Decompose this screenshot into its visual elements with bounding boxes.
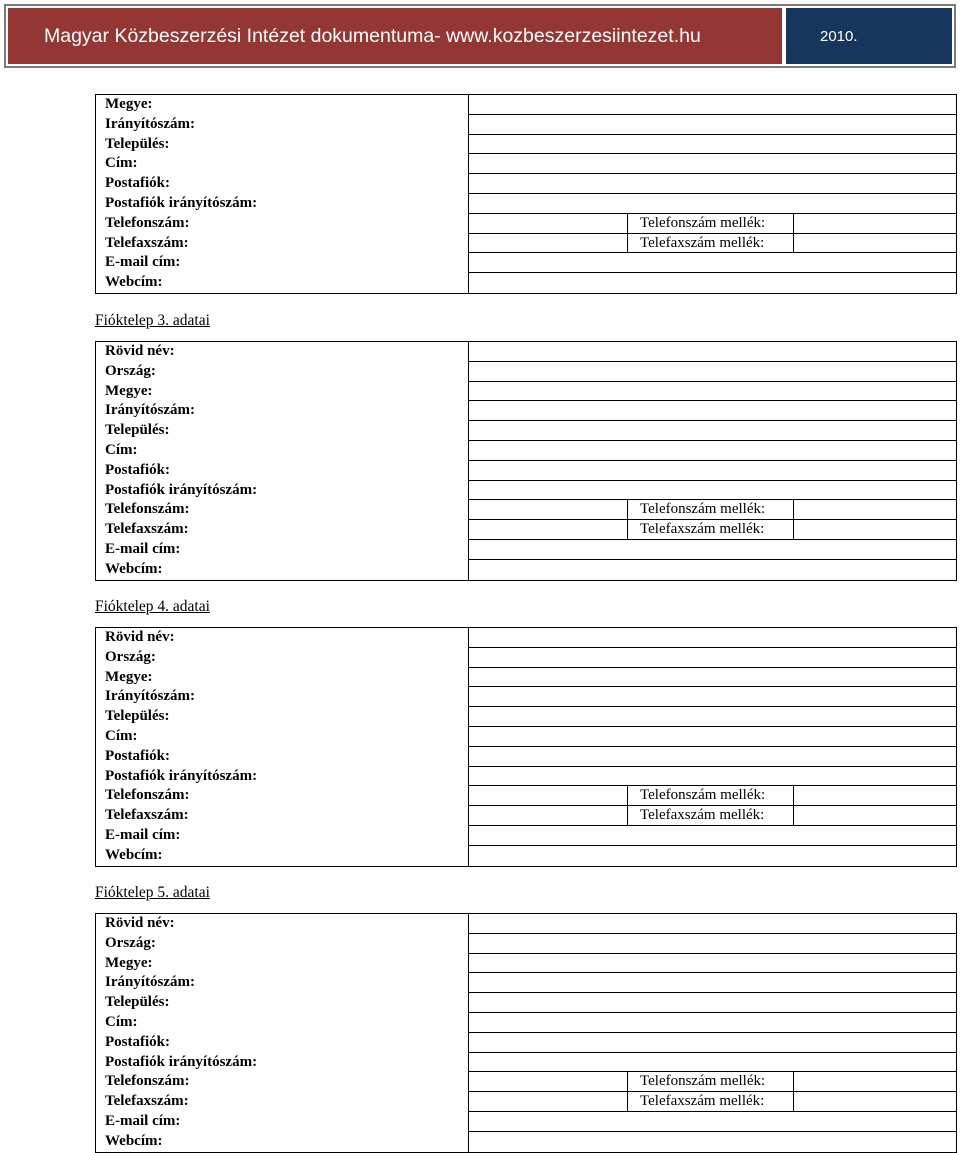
field-label: Postafiók:: [105, 747, 170, 764]
field-label: Megye:: [105, 668, 153, 685]
form-row: [95, 421, 957, 441]
form-row: [95, 806, 957, 826]
field-label: Megye:: [105, 382, 153, 399]
form-row: [95, 1013, 957, 1033]
field-value-cell[interactable]: [468, 826, 956, 846]
field-label: Rövid név:: [105, 629, 175, 645]
extension-value-cell[interactable]: [793, 806, 956, 826]
field-label: Telefaxszám:: [105, 807, 189, 824]
form-row: [95, 1132, 957, 1153]
section-title: Fióktelep 3. adatai: [95, 312, 210, 329]
form-row: [95, 954, 957, 974]
field-label: Cím:: [105, 155, 138, 172]
field-label: Webcím:: [105, 274, 163, 291]
field-label: Webcím:: [105, 846, 163, 863]
field-label: Postafiók irányítószám:: [105, 481, 258, 498]
field-value-cell[interactable]: [468, 1013, 956, 1033]
extension-value-cell[interactable]: [793, 1072, 956, 1092]
field-label: E-mail cím:: [105, 1112, 181, 1129]
form-row: [95, 362, 957, 382]
form-row: [95, 540, 957, 560]
field-label: E-mail cím:: [105, 540, 181, 557]
extension-label: Telefaxszám mellék:: [627, 520, 793, 540]
field-value-cell[interactable]: [468, 441, 956, 461]
field-label: Megye:: [105, 954, 153, 971]
form-row: [95, 913, 957, 934]
field-value-cell[interactable]: [468, 993, 956, 1013]
field-label: Postafiók irányítószám:: [105, 1053, 258, 1070]
form-row: [95, 1092, 957, 1112]
form-row: [95, 194, 957, 214]
form-row: [95, 234, 957, 254]
extension-label: Telefonszám mellék:: [627, 214, 793, 234]
field-label: Cím:: [105, 441, 138, 458]
branch-table: [95, 913, 957, 1153]
form-row: [95, 461, 957, 481]
field-value-cell[interactable]: [468, 135, 956, 155]
extension-label: Telefaxszám mellék:: [627, 806, 793, 826]
form-row: [95, 520, 957, 540]
field-value-cell[interactable]: [468, 194, 956, 214]
extension-value-cell[interactable]: [793, 214, 956, 234]
form-row: [95, 727, 957, 747]
field-label: Postafiók:: [105, 1033, 170, 1050]
branch-table: [95, 627, 957, 867]
field-value-cell[interactable]: [468, 846, 956, 866]
field-label: Megye:: [105, 96, 153, 112]
form-row: [95, 441, 957, 461]
field-label: Rövid név:: [105, 915, 175, 931]
extension-label: Telefonszám mellék:: [627, 1072, 793, 1092]
section-title: Fióktelep 5. adatai: [95, 884, 210, 901]
form-row: [95, 826, 957, 846]
form-row: [95, 115, 957, 135]
header-year: 2010.: [786, 8, 952, 64]
field-value-cell[interactable]: [468, 461, 956, 481]
form-row: [95, 214, 957, 234]
field-label: Postafiók irányítószám:: [105, 767, 258, 784]
extension-label: Telefonszám mellék:: [627, 786, 793, 806]
field-value-cell[interactable]: [468, 1112, 956, 1132]
field-value-cell[interactable]: [468, 382, 956, 402]
form-row: [95, 94, 957, 115]
field-label: Irányítószám:: [105, 402, 195, 419]
form-row: [95, 707, 957, 727]
form-row: [95, 627, 957, 648]
form-row: [95, 1033, 957, 1053]
field-value-cell[interactable]: [468, 954, 956, 974]
field-value-cell[interactable]: [468, 973, 956, 993]
field-value-cell[interactable]: [468, 154, 956, 174]
form-row: [95, 973, 957, 993]
field-label: Ország:: [105, 362, 156, 379]
form-row: [95, 786, 957, 806]
field-label: E-mail cím:: [105, 826, 181, 843]
form-row: [95, 767, 957, 787]
field-label: Postafiók irányítószám:: [105, 194, 258, 211]
form-row: [95, 1053, 957, 1073]
field-value-cell[interactable]: [468, 934, 956, 954]
field-value-cell[interactable]: [468, 481, 956, 501]
field-value-cell[interactable]: [468, 174, 956, 194]
field-label: Postafiók:: [105, 461, 170, 478]
field-label: Telefonszám:: [105, 787, 190, 804]
field-value-cell[interactable]: [468, 273, 956, 293]
field-label: Cím:: [105, 1013, 138, 1030]
page-header: [4, 4, 956, 68]
field-value-cell[interactable]: [468, 362, 956, 382]
form-row: [95, 747, 957, 767]
field-label: Telefaxszám:: [105, 521, 189, 538]
field-label: Irányítószám:: [105, 115, 195, 132]
field-label: Település:: [105, 994, 170, 1011]
form-row: [95, 1112, 957, 1132]
field-label: Irányítószám:: [105, 974, 195, 991]
field-label: Település:: [105, 708, 170, 725]
extension-value-cell[interactable]: [793, 520, 956, 540]
section-title: Fióktelep 4. adatai: [95, 598, 210, 615]
form-row: [95, 154, 957, 174]
branch-table: [95, 341, 957, 581]
field-label: Telefonszám:: [105, 214, 190, 231]
form-row: [95, 648, 957, 668]
form-row: [95, 273, 957, 294]
form-row: [95, 174, 957, 194]
form-row: [95, 135, 957, 155]
extension-value-cell[interactable]: [793, 234, 956, 254]
field-label: Irányítószám:: [105, 688, 195, 705]
field-label: Ország:: [105, 934, 156, 951]
form-row: [95, 1072, 957, 1092]
field-label: Telefaxszám:: [105, 234, 189, 251]
field-label: Telefonszám:: [105, 501, 190, 518]
field-value-cell[interactable]: [468, 727, 956, 747]
field-value-cell[interactable]: [468, 115, 956, 135]
field-value-cell[interactable]: [468, 253, 956, 273]
form-row: [95, 481, 957, 501]
field-value-cell[interactable]: [468, 628, 956, 648]
form-row: [95, 500, 957, 520]
field-value-cell[interactable]: [468, 540, 956, 560]
form-row: [95, 846, 957, 867]
field-label: Település:: [105, 422, 170, 439]
field-value-cell[interactable]: [468, 767, 956, 787]
extension-value-cell[interactable]: [793, 1092, 956, 1112]
field-value-cell[interactable]: [468, 421, 956, 441]
field-label: Ország:: [105, 648, 156, 665]
form-row: [95, 341, 957, 362]
form-row: [95, 382, 957, 402]
field-value-cell[interactable]: [468, 1053, 956, 1073]
partial-branch-table: [95, 94, 957, 294]
header-title: Magyar Közbeszerzési Intézet dokumentuma- www.kozbeszerzesiintezet.hu: [8, 8, 782, 64]
form-row: [95, 560, 957, 581]
field-value-cell[interactable]: [468, 1132, 956, 1152]
form-row: [95, 253, 957, 273]
field-value-cell[interactable]: [468, 914, 956, 934]
field-value-cell[interactable]: [468, 401, 956, 421]
field-label: E-mail cím:: [105, 254, 181, 271]
field-value-cell[interactable]: [468, 687, 956, 707]
extension-label: Telefonszám mellék:: [627, 500, 793, 520]
field-label: Telefonszám:: [105, 1073, 190, 1090]
form-row: [95, 401, 957, 421]
field-value-cell[interactable]: [468, 668, 956, 688]
field-value-cell[interactable]: [468, 95, 956, 115]
form-row: [95, 934, 957, 954]
field-label: Település:: [105, 135, 170, 152]
field-value-cell[interactable]: [468, 560, 956, 580]
field-value-cell[interactable]: [468, 648, 956, 668]
form-row: [95, 668, 957, 688]
extension-label: Telefaxszám mellék:: [627, 234, 793, 254]
field-label: Postafiók:: [105, 175, 170, 192]
field-label: Telefaxszám:: [105, 1093, 189, 1110]
form-row: [95, 993, 957, 1013]
extension-value-cell[interactable]: [793, 786, 956, 806]
field-label: Webcím:: [105, 1132, 163, 1149]
extension-value-cell[interactable]: [793, 500, 956, 520]
field-value-cell[interactable]: [468, 342, 956, 362]
field-value-cell[interactable]: [468, 707, 956, 727]
field-value-cell[interactable]: [468, 747, 956, 767]
field-label: Webcím:: [105, 560, 163, 577]
field-label: Rövid név:: [105, 343, 175, 359]
field-value-cell[interactable]: [468, 1033, 956, 1053]
extension-label: Telefaxszám mellék:: [627, 1092, 793, 1112]
field-label: Cím:: [105, 727, 138, 744]
form-row: [95, 687, 957, 707]
